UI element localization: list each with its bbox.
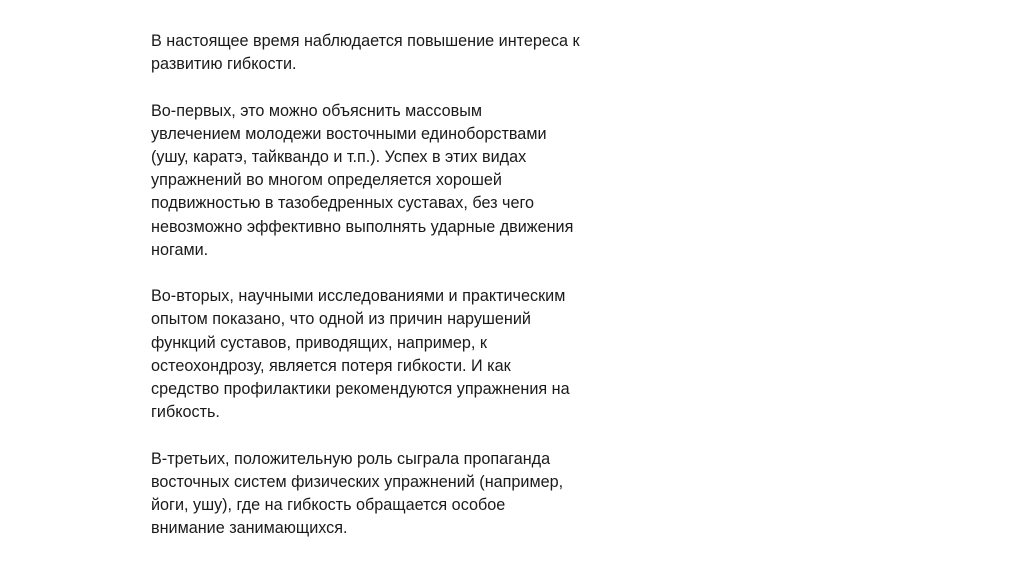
text-line: ногами. xyxy=(151,240,209,259)
text-line: внимание занимающихся. xyxy=(151,519,348,538)
text-line: увлечением молодежи восточными единоборствами xyxy=(151,124,547,143)
paragraph-second-reason xyxy=(151,285,631,424)
text-body xyxy=(151,30,631,564)
text-line: невозможно эффективно выполнять ударные движения xyxy=(151,217,574,236)
text-line: (ушу, каратэ, тайквандо и т.п.). Успех в этих видах xyxy=(151,148,527,166)
text-line: упражнений во многом определяется хорошей xyxy=(151,171,502,190)
paragraph-first-reason xyxy=(151,100,631,262)
paragraph-third-reason xyxy=(151,448,631,541)
text-line: остеохондрозу, является потеря гибкости. И как xyxy=(151,356,511,375)
text-line: Во-первых, это можно объяснить массовым xyxy=(151,101,483,120)
text-line: средство профилактики рекомендуются упражнения на xyxy=(151,380,570,399)
text-line: подвижностью в тазобедренных суставах, без чего xyxy=(151,194,535,213)
paragraph-intro xyxy=(151,30,631,76)
text-line: йоги, ушу), где на гибкость обращается особое xyxy=(151,496,506,515)
text-line: гибкость. xyxy=(151,403,220,422)
text-line: развитию гибкости. xyxy=(151,55,297,74)
text-line: В настоящее время наблюдается повышение интереса к xyxy=(151,32,580,50)
text-line: функций суставов, приводящих, например, к xyxy=(151,333,487,352)
text-line: Во-вторых, научными исследованиями и практическим xyxy=(151,287,566,306)
text-line: опытом показано, что одной из причин нарушений xyxy=(151,310,531,329)
text-line: восточных систем физических упражнений (например, xyxy=(151,472,564,491)
text-line: В-третьих, положительную роль сыграла пропаганда xyxy=(151,449,551,468)
